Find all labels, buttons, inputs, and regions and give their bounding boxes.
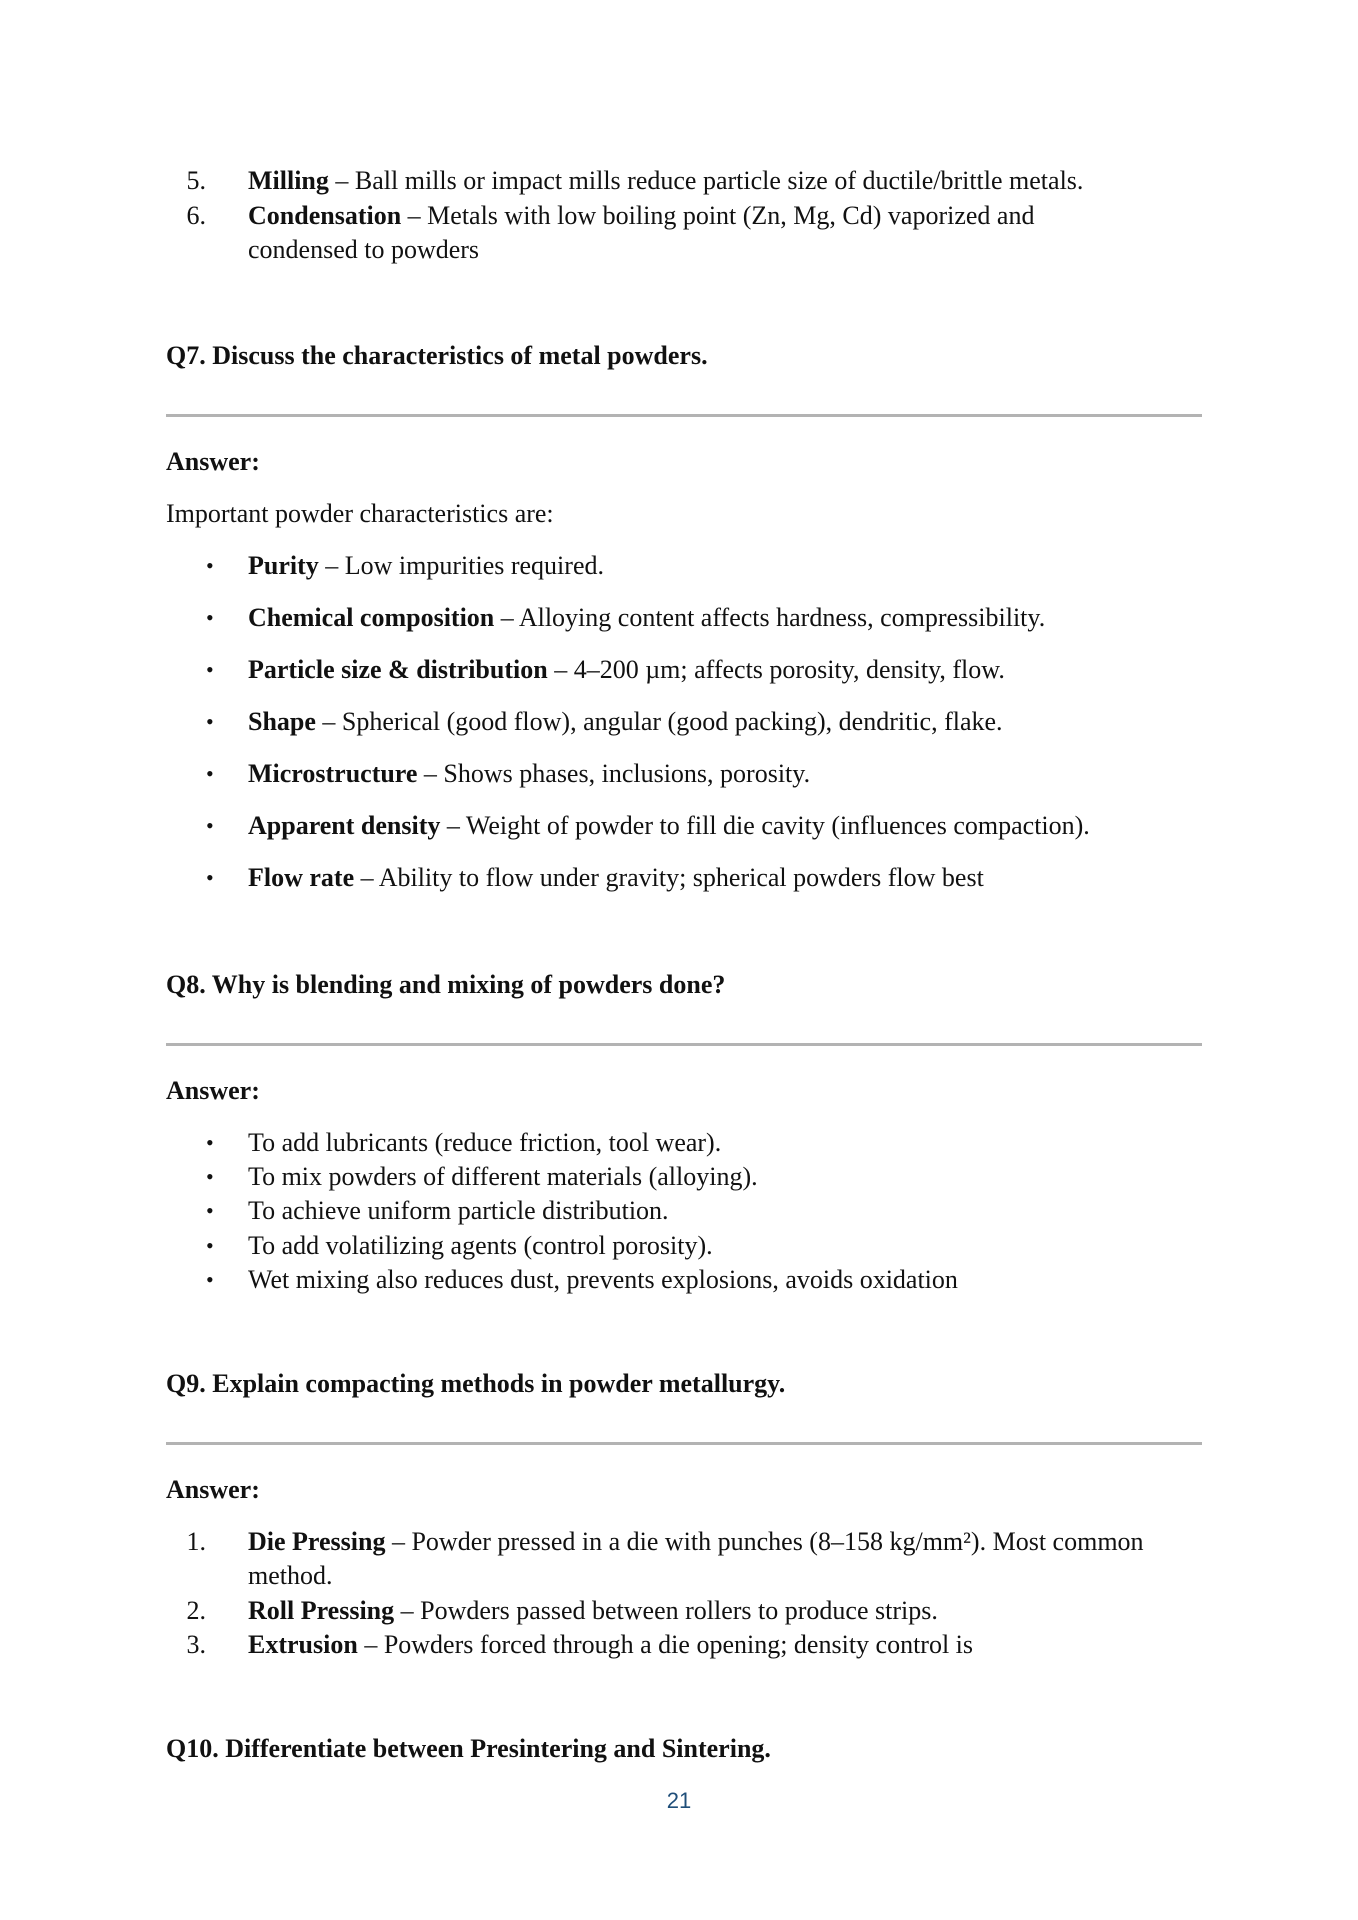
answer-intro: Important powder characteristics are: bbox=[166, 499, 554, 528]
answer-label: Answer: bbox=[166, 447, 260, 476]
bullet-icon: • bbox=[206, 1233, 214, 1258]
bullet-icon: • bbox=[206, 1130, 214, 1155]
bullet-icon: • bbox=[206, 1198, 214, 1223]
answer-label: Answer: bbox=[166, 1475, 260, 1504]
divider bbox=[166, 1442, 1202, 1445]
list-item-continuation: method. bbox=[248, 1561, 333, 1590]
bullet-icon: • bbox=[206, 761, 214, 786]
bullet-icon: • bbox=[206, 865, 214, 890]
question-heading: Q9. Explain compacting methods in powder metallurgy. bbox=[166, 1369, 786, 1398]
bullet-icon: • bbox=[206, 813, 214, 838]
question-heading: Q7. Discuss the characteristics of metal powders. bbox=[166, 341, 708, 370]
bullet-icon: • bbox=[206, 1164, 214, 1189]
page-number: 21 bbox=[666, 1788, 692, 1813]
bullet-icon: • bbox=[206, 1267, 214, 1292]
question-heading: Q8. Why is blending and mixing of powders done? bbox=[166, 970, 726, 999]
bullet-icon: • bbox=[206, 553, 214, 578]
answer-label: Answer: bbox=[166, 1076, 260, 1105]
divider bbox=[166, 414, 1202, 417]
bullet-icon: • bbox=[206, 657, 214, 682]
bullet-icon: • bbox=[206, 709, 214, 734]
question-heading: Q10. Differentiate between Presintering and Sintering. bbox=[166, 1734, 771, 1763]
list-item-continuation: condensed to powders bbox=[248, 235, 480, 264]
divider bbox=[166, 1043, 1202, 1046]
bullet-icon: • bbox=[206, 605, 214, 630]
